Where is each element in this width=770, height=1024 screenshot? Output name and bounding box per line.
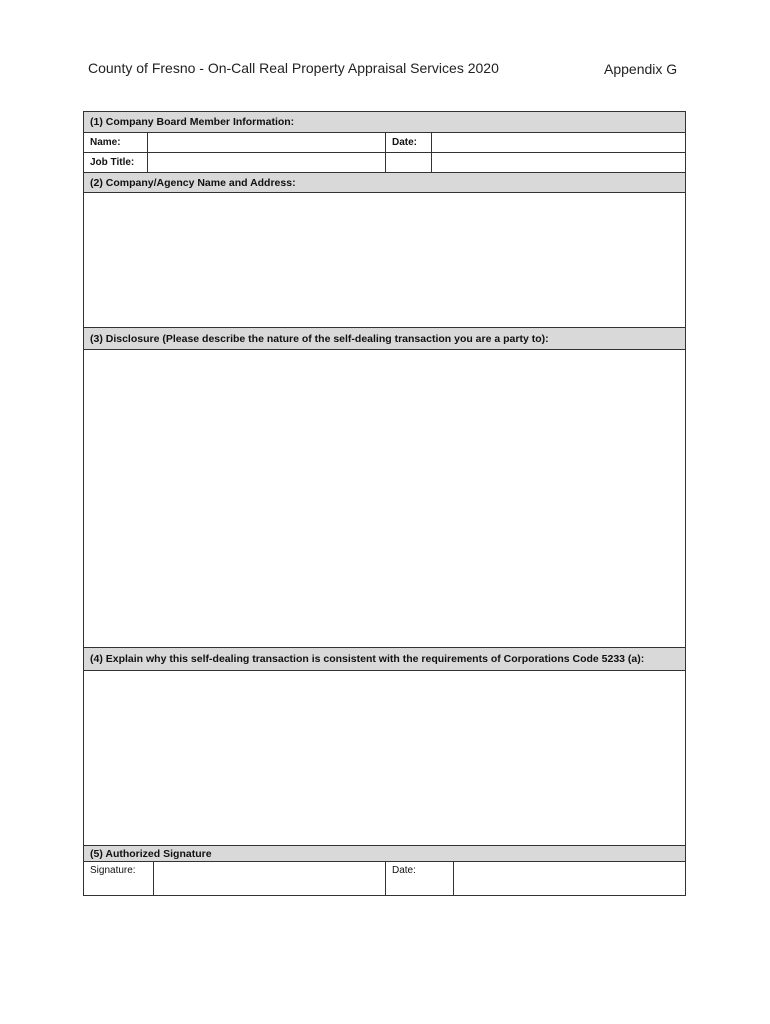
company-address-field[interactable]: [84, 193, 685, 327]
name-date-row: [84, 133, 685, 153]
section-1-heading: (1) Company Board Member Information:: [84, 112, 685, 133]
name-field-cell: [148, 133, 386, 152]
signature-date-field-cell: [454, 862, 685, 895]
explanation-field[interactable]: [84, 671, 685, 845]
job-title-field[interactable]: [154, 153, 385, 172]
section-3-heading: (3) Disclosure (Please describe the nature of the self-dealing transaction you are a party to):: [84, 328, 685, 350]
signature-label: Signature:: [84, 862, 154, 895]
job-title-field-cell: [148, 153, 386, 172]
disclosure-box: [84, 350, 685, 648]
section-5-heading: (5) Authorized Signature: [84, 846, 685, 862]
board-date-field[interactable]: [438, 133, 685, 152]
signature-field-cell: [154, 862, 386, 895]
name-label: Name:: [84, 133, 148, 152]
name-field[interactable]: [154, 133, 385, 152]
job-title-extra-cell: [432, 153, 685, 172]
signature-date-label: Date:: [386, 862, 454, 895]
document-title: County of Fresno - On-Call Real Property Appraisal Services 2020: [88, 60, 499, 76]
disclosure-field[interactable]: [84, 350, 685, 647]
company-address-box: [84, 193, 685, 328]
board-date-label: Date:: [386, 133, 432, 152]
job-title-row: [84, 153, 685, 173]
job-title-label: Job Title:: [84, 153, 148, 172]
signature-row: [84, 862, 685, 895]
signature-date-field[interactable]: [460, 862, 685, 895]
board-date-field-cell: [432, 133, 685, 152]
job-title-spacer-cell: [386, 153, 432, 172]
disclosure-form: [83, 111, 686, 896]
section-4-heading: (4) Explain why this self-dealing transaction is consistent with the requirements of Corporations Code 5233 (a):: [84, 648, 685, 671]
appendix-label: Appendix G: [604, 61, 678, 77]
section-2-heading: (2) Company/Agency Name and Address:: [84, 173, 685, 193]
explanation-box: [84, 671, 685, 846]
signature-field[interactable]: [160, 862, 385, 895]
